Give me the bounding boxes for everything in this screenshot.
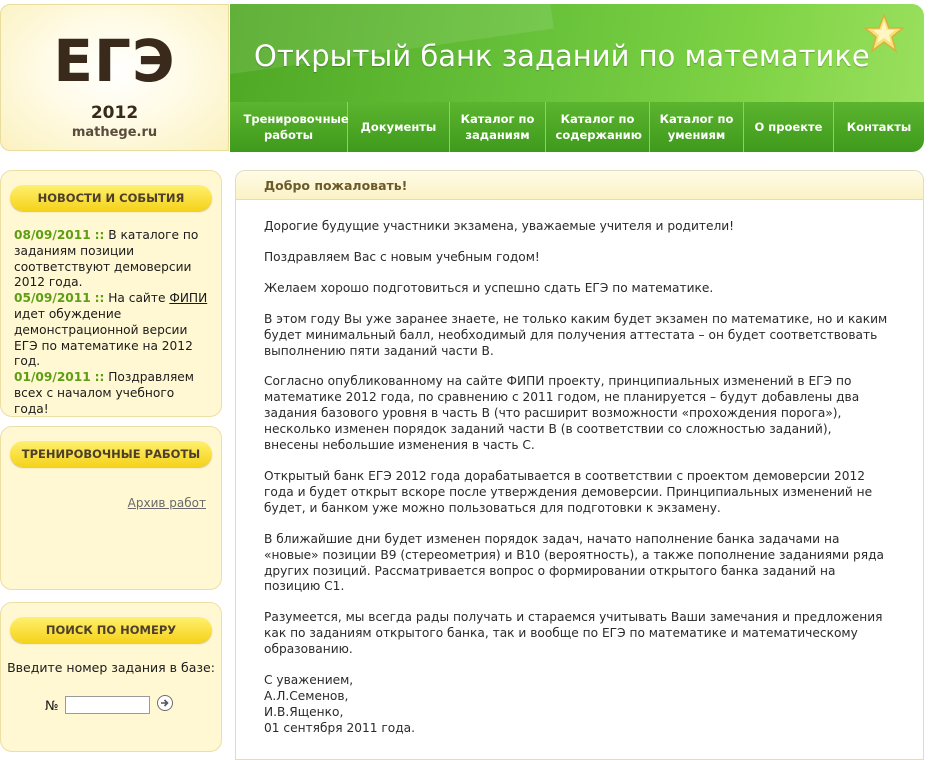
news-date: 01/09/2011 bbox=[14, 370, 91, 385]
task-number-input[interactable] bbox=[65, 696, 150, 714]
logo-year: 2012 bbox=[90, 103, 139, 123]
paragraph: Дорогие будущие участники экзамена, уважаемые учителя и родители! bbox=[264, 219, 735, 233]
news-list bbox=[14, 228, 210, 418]
news-box bbox=[0, 170, 222, 417]
news-item bbox=[14, 370, 210, 417]
page-title: Добро пожаловать! bbox=[264, 178, 408, 193]
paragraph: Желаем хорошо подготовиться и успешно сдать ЕГЭ по математике. bbox=[264, 280, 714, 295]
news-separator: :: bbox=[94, 370, 105, 385]
paragraph: Разумеется, мы всегда рады получать и стараемся учитывать Ваши замечания и предложения как по заданиям открытого банка, так и вообще по ЕГЭ по математике и математическому образованию. bbox=[264, 610, 883, 657]
news-text: идет обуждение демонстрационной версии ЕГЭ по математике на 2012 год. bbox=[14, 306, 193, 369]
signature-line: А.Л.Семенов, bbox=[264, 688, 349, 703]
arrow-right-icon bbox=[160, 698, 170, 708]
nav-documents[interactable]: Документы bbox=[348, 102, 450, 152]
welcome-text bbox=[264, 219, 889, 737]
signature-line: С уважением, bbox=[264, 673, 354, 688]
logo-text: ЕГЭ bbox=[53, 27, 176, 95]
star-icon bbox=[862, 12, 906, 56]
news-text: Поздравляем всех с началом учебного года! bbox=[14, 370, 194, 416]
site-title: Открытый банк заданий по математике bbox=[254, 39, 870, 73]
number-label: № bbox=[45, 699, 59, 714]
nav-catalog-tasks[interactable]: Каталог по заданиям bbox=[450, 102, 546, 152]
news-separator: :: bbox=[94, 228, 105, 242]
news-item bbox=[14, 228, 210, 291]
nav-catalog-skills[interactable]: Каталог по умениям bbox=[650, 102, 744, 152]
news-text: На сайте bbox=[108, 291, 166, 306]
paragraph: Согласно опубликованному на сайте ФИПИ проекту, принципиальных изменений в ЕГЭ по математике 2012 года, по сравнению с 2011 годом, не планируется – будут добавлены два задания базового уровня в часть B (что расширит возможности «прохождения порога»), несколько изменен порядок заданий части B (в соответствии со сложностью заданий), внесены небольшие изменения в часть C. bbox=[264, 374, 860, 453]
archive-link[interactable]: Архив работ bbox=[127, 496, 206, 510]
logo-site: mathege.ru bbox=[71, 125, 158, 140]
news-date: 05/09/2011 bbox=[14, 291, 91, 306]
paragraph: Поздравляем Вас с новым учебным годом! bbox=[264, 249, 540, 264]
paragraph: В ближайшие дни будет изменен порядок задач, начато наполнение банка задачами на «новые» позиции B9 (стереометрия) и B10 (вероятность), а также пополнение заданиями ряда других позиций. Рассматривается вопрос о формировании открытого банка заданий на позицию C1. bbox=[264, 531, 885, 594]
signature-line: И.В.Ященко, bbox=[264, 704, 344, 719]
training-box bbox=[0, 426, 222, 590]
training-title: ТРЕНИРОВОЧНЫЕ РАБОТЫ bbox=[10, 441, 212, 467]
news-text: В каталоге по заданиям позиции соответствуют демоверсии 2012 года. bbox=[14, 228, 199, 290]
news-date: 08/09/2011 bbox=[14, 228, 91, 242]
nav-about[interactable]: О проекте bbox=[744, 102, 834, 152]
header-banner bbox=[230, 4, 924, 102]
news-separator: :: bbox=[94, 291, 105, 306]
search-title: ПОИСК ПО НОМЕРУ bbox=[10, 617, 212, 643]
paragraph: Открытый банк ЕГЭ 2012 года дорабатывается в соответствии с проектом демоверсии 2012 года и будет открыт вскоре после утверждения демоверсии. Принципиальных изменений не будет, и банком уже можно пользоваться для подготовки к экзамену. bbox=[264, 468, 873, 515]
nav-training[interactable]: Тренировочные работы bbox=[230, 102, 348, 152]
search-prompt: Введите номер задания в базе: bbox=[7, 660, 215, 675]
site-logo[interactable] bbox=[0, 4, 229, 151]
signature-date: 01 сентября 2011 года. bbox=[264, 720, 415, 735]
news-title: НОВОСТИ И СОБЫТИЯ bbox=[10, 185, 212, 211]
paragraph: В этом году Вы уже заранее знаете, не только каким будет экзамен по математике, но и каким будет минимальный балл, необходимый для получения аттестата – он будет соответствовать выполнению пяти заданий части B. bbox=[264, 311, 888, 358]
nav-contacts[interactable]: Контакты bbox=[846, 120, 912, 134]
main-panel bbox=[235, 170, 924, 760]
search-go-button[interactable] bbox=[157, 695, 173, 711]
fipi-link[interactable]: ФИПИ bbox=[169, 291, 208, 306]
nav-catalog-content[interactable]: Каталог по содержанию bbox=[546, 102, 650, 152]
main-header bbox=[236, 171, 923, 200]
news-item bbox=[14, 291, 210, 370]
main-nav bbox=[230, 102, 924, 152]
search-box bbox=[0, 602, 222, 752]
